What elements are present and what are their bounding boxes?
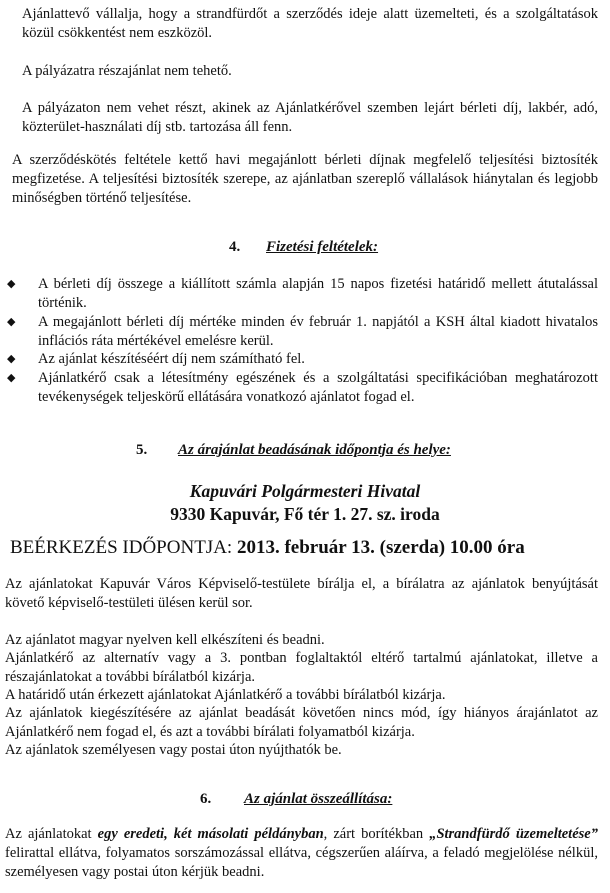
list-item-text: Az ajánlat készítéséért díj nem számítható fel. xyxy=(38,351,305,367)
section-number: 5. xyxy=(136,442,148,458)
text-line: Az ajánlatot magyar nyelven kell elkészíteni és beadni. xyxy=(5,632,325,648)
paragraph-evaluation: Az ajánlatokat Kapuvár Város Képviselő-testülete bírálja el, a bírálatra az ajánlatok benyújtását követő képviselő-testületi ülésen kerül sor. xyxy=(5,576,598,611)
section-title: Fizetési feltételek: xyxy=(266,239,379,255)
paragraph-exclusion: A pályázaton nem vehet részt, akinek az Ajánlatkérővel szemben lejárt bérleti díj, lakbér, adó, közterület-használati díj stb. tartozása áll fenn. xyxy=(22,100,598,135)
section-number: 4. xyxy=(229,239,241,255)
office-name: Kapuvári Polgármesteri Hivatal xyxy=(189,481,421,501)
paragraph-operation: Ajánlattevő vállalja, hogy a strandfürdőt a szerződés ideje alatt üzemelteti, és a szolgáltatások közül csökkentést nem eszközöl. xyxy=(22,6,598,41)
text-run: felirattal ellátva, folyamatos sorszámozással ellátva, cégszerűen aláírva, a feladó megjelölése nélkül, személyesen vagy postai úton kérjük beadni. xyxy=(5,845,598,880)
text-line: Az ajánlatok személyesen vagy postai úton nyújthatók be. xyxy=(5,742,342,758)
text-run: Az ajánlatokat xyxy=(5,826,98,842)
paragraph-guarantee: A szerződéskötés feltétele kettő havi megajánlott bérleti díjnak megfelelő teljesítési biztosíték megfizetése. A teljesítési biztosíték szerepe, az ajánlatban szereplő vállalások hiánytalan és legjobb minőségben történő teljesítése. xyxy=(12,152,598,206)
section-title: Az ajánlat összeállítása: xyxy=(244,791,393,807)
list-item-text: A megajánlott bérleti díj mértéke minden év február 1. napjától a KSH által kiadott hivatalos inflációs ráta mértékével emelésre kerül. xyxy=(38,314,598,349)
section-title: Az árajánlat beadásának időpontja és helye: xyxy=(178,442,451,458)
list-item-text: A bérleti díj összege a kiállított számla alapján 15 napos fizetési határidő mellett átutalással történik. xyxy=(38,276,598,311)
diamond-bullet-icon: ◆ xyxy=(7,353,16,365)
text-line: A határidő után érkezett ajánlatokat Ajánlatkérő a további bírálatból kizárja. xyxy=(5,687,446,703)
diamond-bullet-icon: ◆ xyxy=(7,278,16,290)
paragraph-no-partial-bid: A pályázatra részajánlat nem tehető. xyxy=(22,63,232,79)
deadline-label: BEÉRKEZÉS IDŐPONTJA: xyxy=(10,537,237,558)
section-number: 6. xyxy=(200,791,212,807)
emphasis-copies: egy eredeti, két másolati példányban xyxy=(97,826,324,842)
list-item xyxy=(0,313,610,351)
text-line: Az ajánlatok kiegészítésére az ajánlat beadását követően nincs mód, így hiányos árajánlatot az Ajánlatkérő nem fogad el, és azt a további bírálati folyamatból kizárja. xyxy=(5,705,598,740)
list-item xyxy=(0,350,610,369)
diamond-bullet-icon: ◆ xyxy=(7,372,16,384)
diamond-bullet-icon: ◆ xyxy=(7,316,16,328)
list-item-text: Ajánlatkérő csak a létesítmény egészének és a szolgáltatási specifikációban meghatározott tevékenységek teljeskörű ellátására vonatkozó ajánlatot fogad el. xyxy=(38,370,598,405)
emphasis-envelope-label: „Strandfürdő üzemeltetése” xyxy=(429,826,598,842)
office-address: 9330 Kapuvár, Fő tér 1. 27. sz. iroda xyxy=(170,504,440,524)
text-line: Ajánlatkérő az alternatív vagy a 3. pontban foglaltaktól eltérő tartalmú ajánlatokat, illetve a részajánlatokat a további bírálatból kizárja. xyxy=(5,650,598,685)
deadline xyxy=(10,537,525,559)
list-item xyxy=(0,369,610,407)
deadline-value: 2013. február 13. (szerda) 10.00 óra xyxy=(236,537,525,558)
paragraph-submission xyxy=(5,825,598,882)
list-item xyxy=(0,275,610,313)
text-run: , zárt borítékban xyxy=(323,826,430,842)
